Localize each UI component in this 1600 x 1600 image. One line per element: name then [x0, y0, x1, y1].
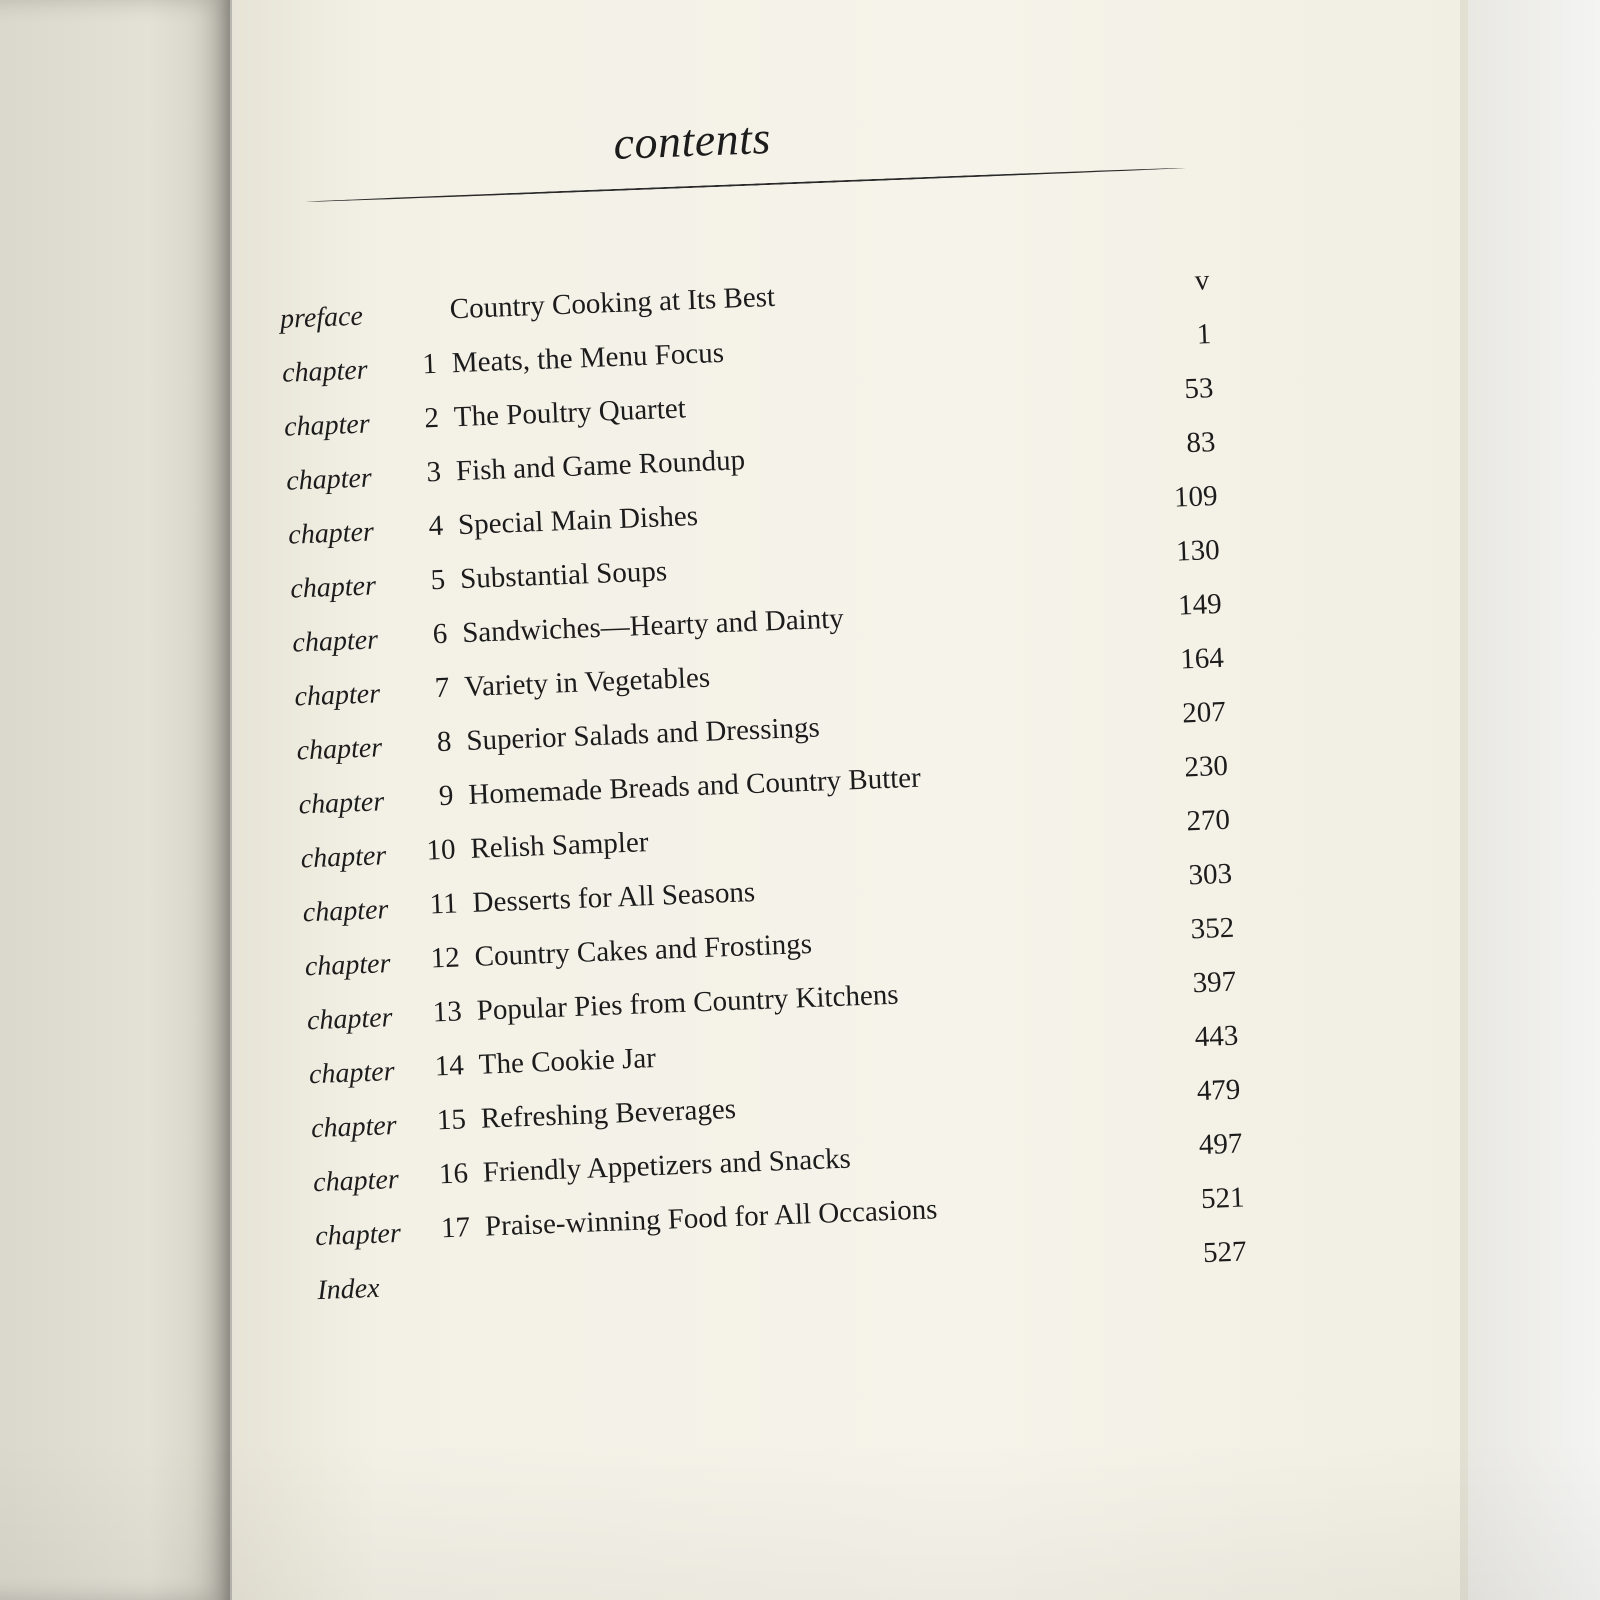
page-number: 164 — [1179, 641, 1225, 676]
chapter-number — [432, 1265, 472, 1267]
chapter-title: Meats, the Menu Focus — [451, 336, 725, 380]
chapter-title: Relish Sampler — [469, 826, 650, 865]
page-number: 207 — [1181, 695, 1227, 730]
chapter-title: The Cookie Jar — [478, 1041, 657, 1081]
entry-label: Index — [316, 1272, 381, 1307]
chapter-title: Superior Salads and Dressings — [465, 711, 821, 757]
chapter-number: 14 — [434, 1049, 465, 1083]
chapter-number — [394, 294, 434, 296]
contents-page — [232, 0, 1462, 1600]
entry-label: chapter — [314, 1217, 402, 1253]
chapter-title: Special Main Dishes — [457, 499, 699, 542]
entry-label: chapter — [298, 786, 385, 821]
entry-label: chapter — [310, 1109, 398, 1145]
left-page-bleed-text — [0, 0, 237, 343]
chapter-title: Fish and Game Roundup — [455, 444, 746, 488]
chapter-number: 8 — [436, 725, 452, 759]
page-number: 230 — [1183, 749, 1229, 784]
chapter-number: 16 — [438, 1157, 469, 1191]
chapter-number: 13 — [432, 995, 463, 1029]
chapter-number: 12 — [430, 941, 461, 975]
chapter-title: Country Cakes and Frostings — [474, 927, 813, 973]
chapter-title: Popular Pies from Country Kitchens — [476, 978, 900, 1027]
page-number: 352 — [1190, 911, 1235, 946]
page-number: 397 — [1192, 965, 1237, 1000]
entry-label: chapter — [306, 1002, 394, 1037]
chapter-number: 1 — [421, 347, 438, 381]
entry-label: chapter — [293, 678, 381, 713]
chapter-title: Refreshing Beverages — [480, 1092, 737, 1135]
chapter-number: 5 — [430, 563, 446, 597]
chapter-title: Country Cooking at Its Best — [449, 280, 776, 326]
chapter-title: Praise-winning Food for All Occasions — [484, 1193, 938, 1243]
entry-label: chapter — [304, 948, 391, 983]
entry-label: chapter — [296, 732, 383, 767]
page-number: 443 — [1194, 1019, 1239, 1054]
entry-label: chapter — [285, 462, 373, 497]
chapter-title: Friendly Appetizers and Snacks — [482, 1142, 852, 1189]
chapter-title: Homemade Breads and Country Butter — [467, 761, 922, 811]
page-number: 83 — [1185, 426, 1217, 460]
entry-label: chapter — [308, 1056, 396, 1091]
page-edge — [1460, 0, 1468, 1600]
chapter-title: Desserts for All Seasons — [471, 876, 756, 919]
entry-label: chapter — [289, 570, 377, 605]
page-number: 270 — [1185, 803, 1231, 838]
chapter-title: Sandwiches—Hearty and Dainty — [461, 602, 845, 650]
chapter-number: 15 — [436, 1103, 467, 1137]
page-number: 1 — [1196, 318, 1212, 351]
contents-block — [272, 68, 1420, 1369]
background-surface — [1468, 0, 1600, 1600]
entry-label: preface — [279, 300, 364, 335]
entry-label: chapter — [283, 408, 371, 443]
chapter-number: 6 — [432, 617, 448, 651]
entry-label: chapter — [287, 516, 375, 551]
chapter-number: 9 — [438, 779, 455, 813]
chapter-number: 10 — [425, 833, 457, 867]
entry-label: chapter — [300, 840, 387, 875]
chapter-number: 4 — [427, 509, 444, 543]
page-number: 130 — [1175, 533, 1221, 568]
chapter-number: 3 — [425, 455, 442, 489]
page-number: v — [1194, 264, 1210, 297]
page-number: 497 — [1198, 1127, 1244, 1162]
entry-label: chapter — [302, 894, 389, 929]
chapter-number: 11 — [429, 887, 459, 921]
page-number: 149 — [1177, 587, 1223, 622]
entry-label: chapter — [281, 354, 369, 389]
chapter-number: 2 — [423, 401, 440, 435]
entry-label: chapter — [291, 624, 379, 659]
chapter-number: 17 — [440, 1211, 471, 1245]
entry-label: chapter — [312, 1163, 400, 1199]
page-number: 479 — [1196, 1073, 1241, 1108]
chapter-title: The Poultry Quartet — [453, 392, 687, 434]
page-number: 53 — [1183, 372, 1214, 406]
page-number: 527 — [1202, 1235, 1248, 1270]
page-number: 521 — [1200, 1181, 1246, 1216]
page-number: 109 — [1173, 480, 1219, 514]
page-number: 303 — [1187, 857, 1233, 892]
page-title: contents — [612, 111, 772, 169]
bottom-shade — [0, 1440, 1600, 1600]
chapter-title: Variety in Vegetables — [463, 661, 711, 704]
left-facing-page — [0, 0, 230, 1600]
chapter-title: Substantial Soups — [459, 555, 668, 596]
chapter-number: 7 — [434, 671, 450, 705]
title-rule — [306, 167, 1185, 203]
